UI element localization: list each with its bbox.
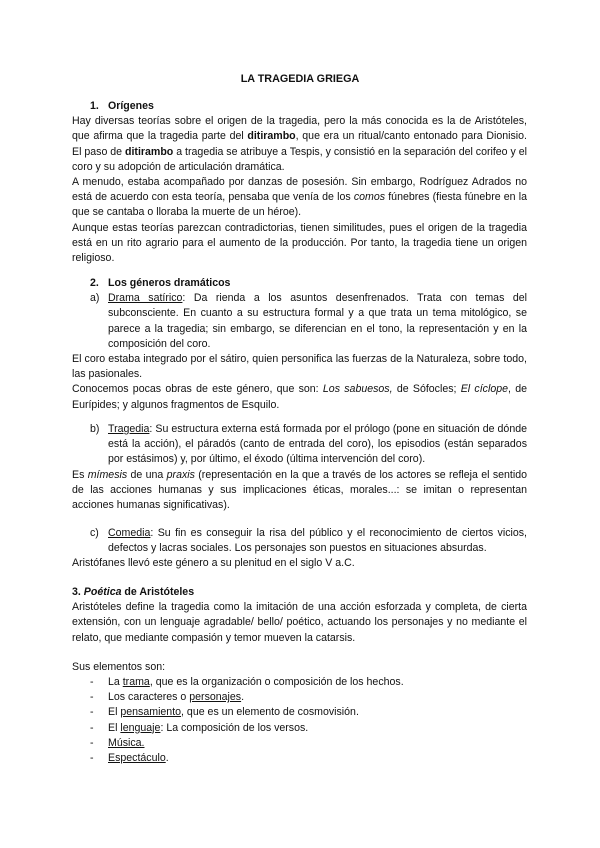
text: Hay diversas teorías sobre el origen de la tragedia, pero la más conocida es la de Aristóteles, que afirma que la tragedia parte del: [72, 115, 527, 143]
paragraph: Aristóteles define la tragedia como la imitación de una acción esforzada y completa, de cierta extensión, con un lenguaje agradable/ bello/ poético, actuando los personajes y no mediante el relato, que mediante compasión y temor mueven la catarsis.: [72, 601, 527, 644]
bullet-dash: -: [90, 691, 94, 704]
list-item: [72, 751, 527, 766]
text: , que era un ritual/canto entonado para Dionisio. El paso de: [72, 130, 527, 158]
genre-item-comedia: [72, 526, 527, 556]
paragraph: [72, 468, 527, 514]
list-item: [72, 690, 527, 705]
section-title-italic: Poética: [83, 586, 122, 598]
item-label: a): [90, 292, 100, 305]
paragraph: [72, 175, 527, 221]
section-number: 3.: [72, 586, 81, 598]
section-number: 2.: [90, 277, 99, 289]
section-origenes: [72, 99, 527, 266]
bullet-dash: -: [90, 752, 94, 765]
bullet-dash: -: [90, 676, 94, 689]
paragraph: Aristófanes llevó este género a su plenitud en el siglo V a.C.: [72, 557, 355, 570]
section-generos: [72, 276, 527, 413]
term: Comedia: [108, 527, 151, 539]
section-heading: [72, 276, 527, 291]
text: : La composición de los versos.: [160, 721, 309, 734]
list-item: [72, 705, 527, 720]
section-heading: [72, 585, 527, 600]
term: personajes: [189, 691, 242, 704]
paragraph: [72, 382, 527, 412]
text: a tragedia se atribuye a Tespis, y consistió en la separación del corifeo y el coro y su adopción de articulación dramática.: [72, 145, 527, 173]
section-title: Los géneros dramáticos: [108, 277, 231, 289]
item-label: c): [90, 527, 99, 539]
italic-term: El cíclope: [460, 383, 508, 396]
genre-block-comedia: [72, 526, 527, 572]
paragraph: Sus elementos son:: [72, 660, 166, 673]
section-title: de Aristóteles: [121, 586, 195, 598]
text: A menudo, estaba acompañado por danzas de posesión. Sin embargo, Rodríguez Adrados no está de acuerdo con esta teoría, pensaba que venía de los: [72, 176, 527, 204]
italic-term: comos: [353, 191, 386, 204]
section-poetica: [72, 585, 527, 766]
document-title: LA TRAGEDIA GRIEGA: [240, 73, 360, 85]
text: : Da rienda a los asuntos desenfrenados. Trata con temas del subconsciente. En cuanto a su estructura formal y a que trata un tema mitológico, se parece a la tragedia; sin embargo, se diferencian en el tono, la representación y en la composición del coro.: [108, 292, 527, 350]
paragraph: Aunque estas teorías parezcan contradictorias, tienen similitudes, pues el origen de la tragedia está en un rito agrario para el aumento de la producción. Por tanto, la tragedia tiene un origen religioso.: [72, 221, 527, 265]
bullet-dash: -: [90, 706, 94, 719]
list-item: [72, 736, 527, 751]
term: Espectáculo: [108, 752, 166, 765]
text: (representación en la que a través de los actores se refleja el sentido de las acciones humanas y sus implicaciones éticas, morales...: se imitan o representan acciones humanas significativas).: [72, 468, 527, 512]
text: fúnebres (fiesta fúnebre en la que se cantaba o lloraba la muerte de un héroe).: [72, 191, 528, 219]
italic-term: Los sabuesos,: [322, 383, 393, 396]
text: El: [108, 706, 121, 719]
section-heading: [72, 99, 527, 114]
section-title: Orígenes: [108, 100, 154, 112]
term: Drama satírico: [108, 292, 183, 305]
italic-term: mímesis: [87, 468, 128, 481]
italic-term: praxis: [166, 468, 195, 481]
bullet-dash: -: [90, 721, 94, 734]
text: Es: [72, 468, 88, 481]
text: .: [241, 691, 245, 704]
text: : Su fin es conseguir la risa del público y el reconocimiento de ciertos vicios, defectos y lacras sociales. Los personajes son puestos en situaciones absurdas.: [108, 527, 527, 555]
bullet-dash: -: [90, 736, 94, 749]
genre-item-tragedia: [72, 422, 527, 468]
paragraph: [72, 114, 527, 175]
term: trama: [122, 676, 150, 689]
text: , que es un elemento de cosmovisión.: [181, 706, 359, 719]
genre-item-satirico: [72, 291, 527, 352]
text: .: [165, 752, 169, 765]
elements-list: [72, 675, 527, 766]
text: de Sófocles;: [392, 383, 461, 396]
paragraph: El coro estaba integrado por el sátiro, quien personifica las fuerzas de la Naturaleza, sobre todo, las pasionales.: [72, 353, 527, 381]
text: : Su estructura externa está formada por el prólogo (pone en situación de dónde está la acción), el páradós (canto de entrada del coro), los episodios (están separados por estásimos) y, por último, el éxodo (última intervención del coro).: [108, 423, 527, 466]
text: El: [108, 721, 121, 734]
text: La: [108, 676, 123, 689]
text: Conocemos pocas obras de este género, que son:: [72, 383, 323, 396]
bold-term: ditirambo: [247, 130, 296, 143]
term: pensamiento: [120, 706, 182, 719]
list-item: [72, 675, 527, 690]
list-item: [72, 721, 527, 736]
genre-block-tragedia: [72, 422, 527, 513]
text: , que es la organización o composición de los hechos.: [149, 676, 404, 689]
term: Tragedia: [108, 423, 150, 435]
term: lenguaje: [120, 721, 161, 734]
item-label: b): [90, 423, 100, 435]
text: , de Eurípides; y algunos fragmentos de Esquilo.: [72, 383, 527, 411]
term: Música.: [108, 736, 145, 749]
section-number: 1.: [90, 100, 99, 112]
bold-term: ditirambo: [125, 145, 174, 158]
text: de una: [127, 468, 167, 481]
text: Los caracteres o: [108, 691, 190, 704]
